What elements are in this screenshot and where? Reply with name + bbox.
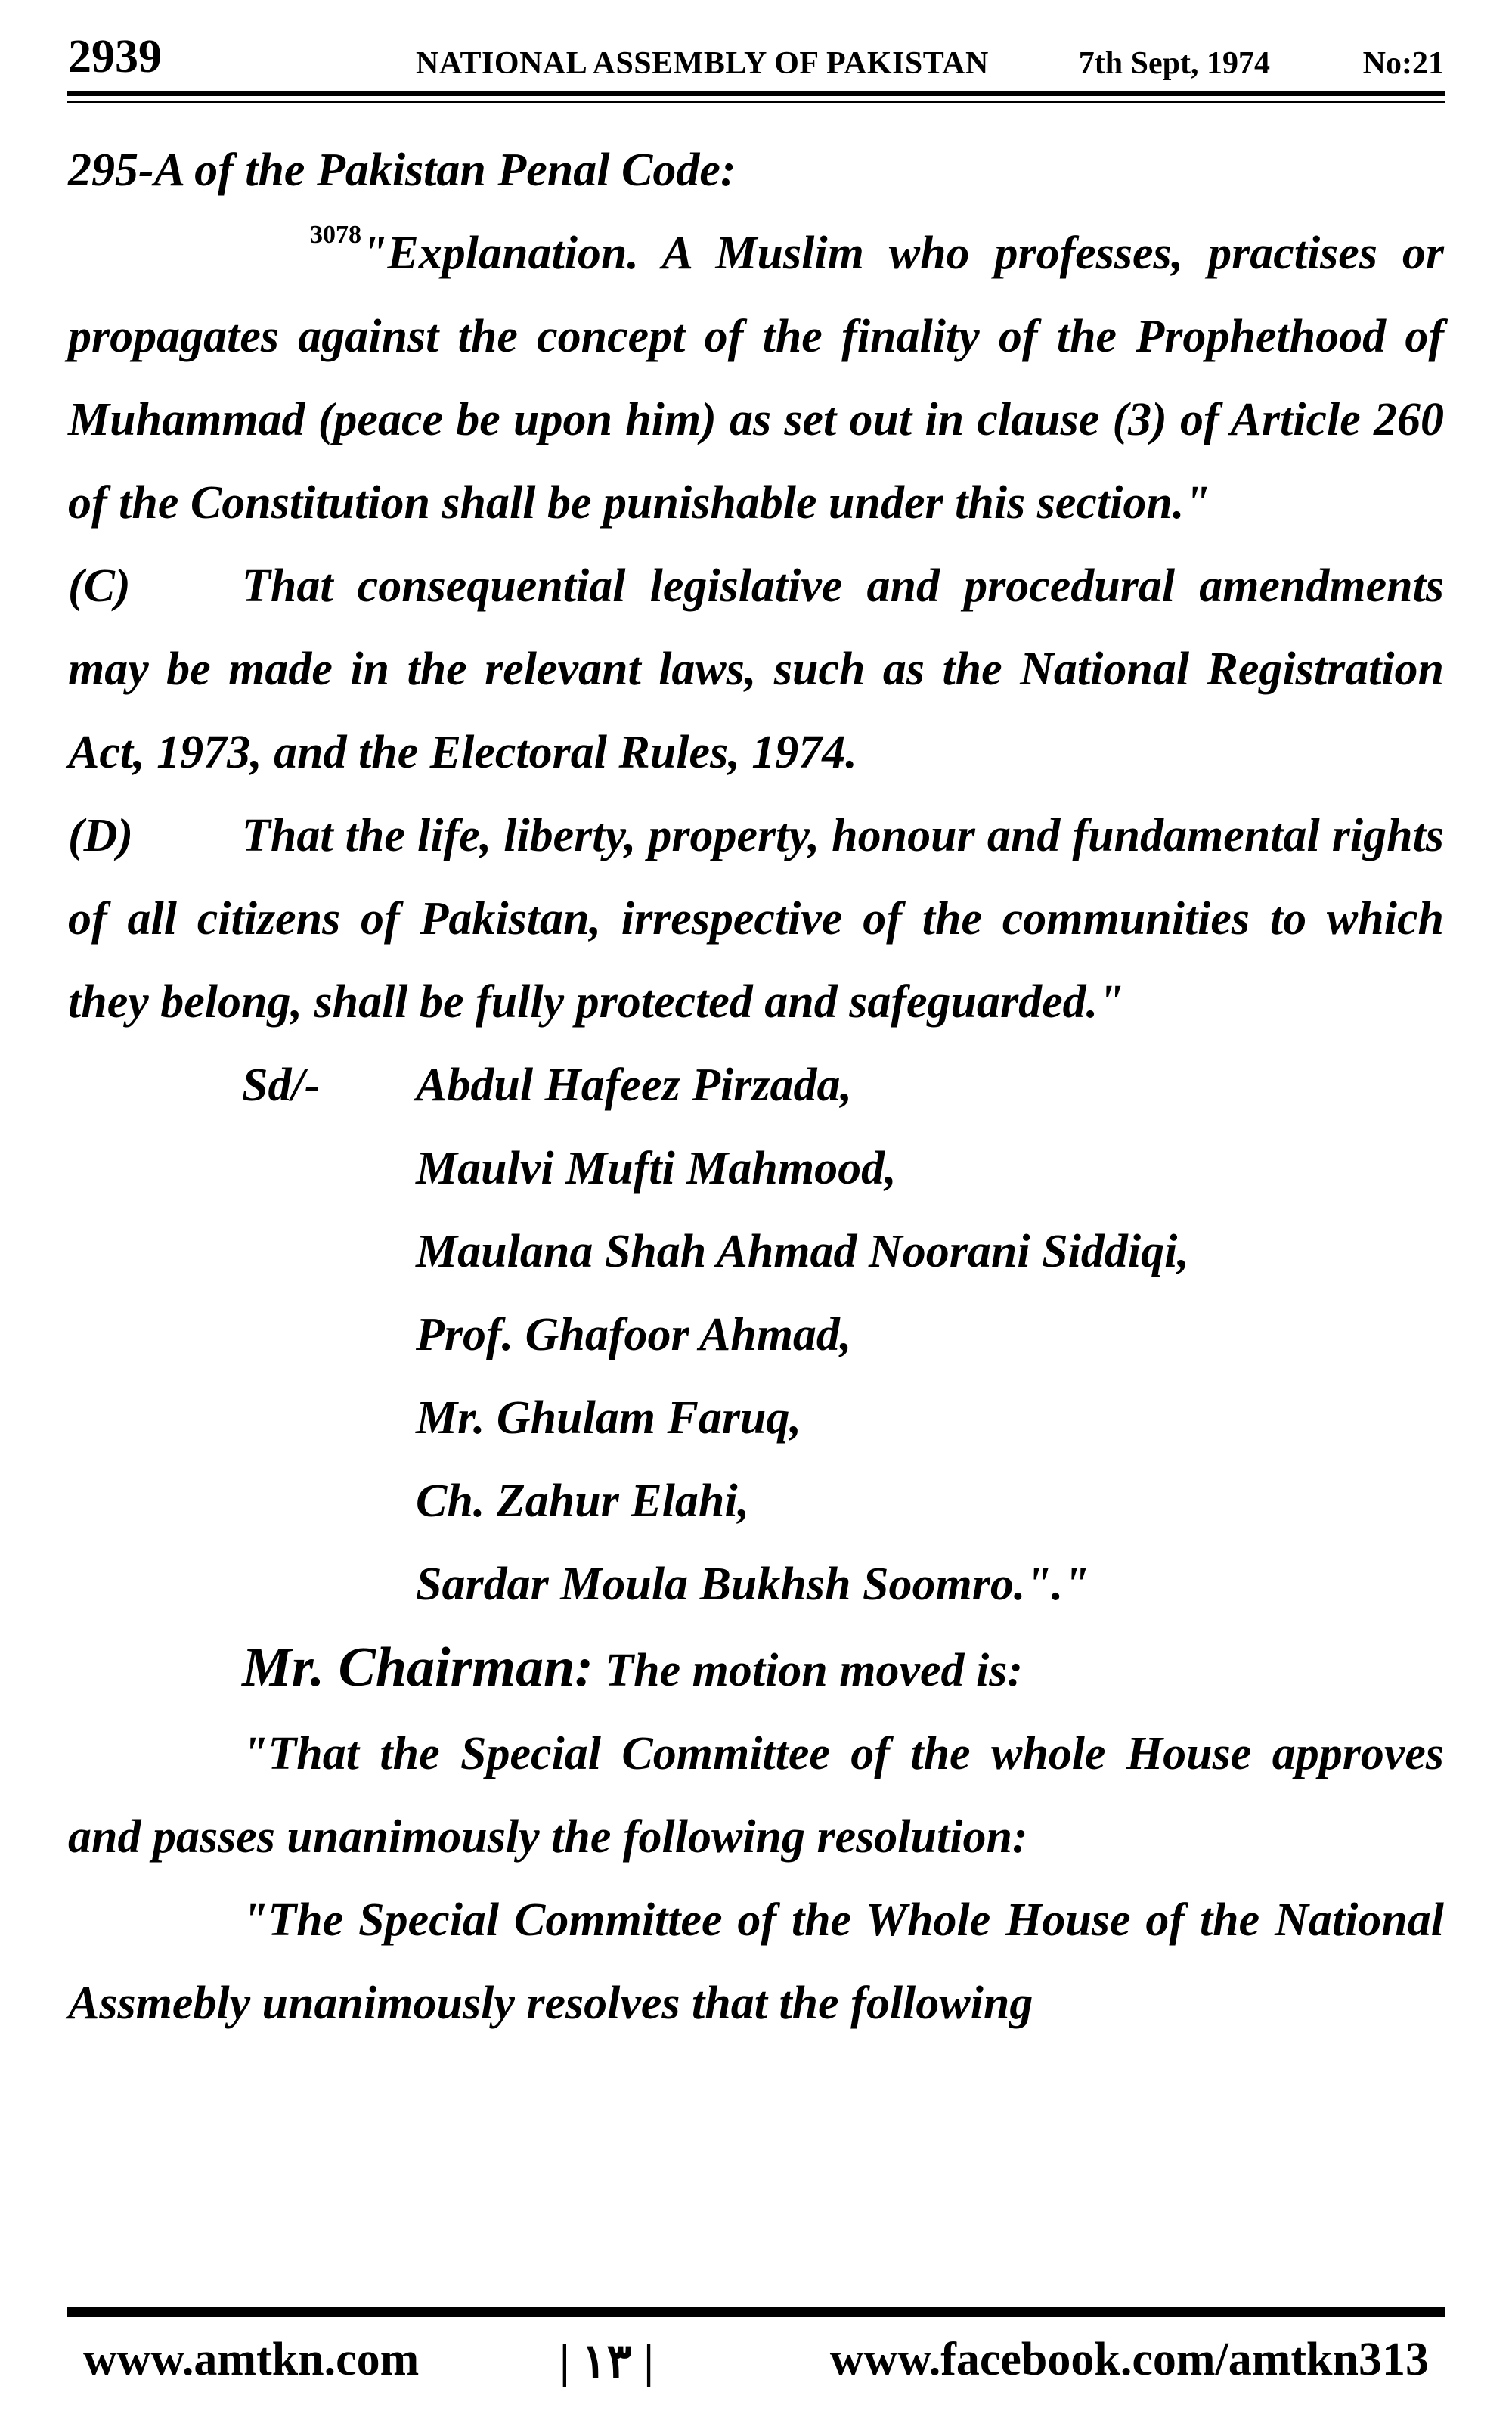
page-footer: [68, 2333, 1444, 2401]
footer-page-label: | ۱۳ |: [559, 2336, 654, 2387]
signatory-name: Abdul Hafeez Pirzada,: [416, 1060, 852, 1111]
signatory-name: Maulana Shah Ahmad Noorani Siddiqi,: [416, 1226, 1189, 1277]
signatory-name: Prof. Ghafoor Ahmad,: [416, 1309, 852, 1360]
speaker-name: Mr. Chairman:: [242, 1637, 593, 1699]
footer-rule: [67, 2307, 1445, 2317]
header-rule-thin: [67, 101, 1445, 103]
signatory-name: Sardar Moula Bukhsh Soomro.".": [416, 1559, 1089, 1610]
clause-d-label: (D): [68, 810, 134, 861]
clause-c-text: That consequential legislative and procedural amendments may be made in the relevant laws, such as the National Registration Act, 1973, and the Electoral Rules, 1974.: [68, 560, 1444, 778]
footer-facebook-link[interactable]: www.facebook.com/amtkn313: [829, 2334, 1429, 2385]
clause-d-text: That the life, liberty, property, honour and fundamental rights of all citizens of Pakistan, irrespective of the communities to which they belong, shall be fully protected and safeguarded.": [68, 810, 1444, 1028]
footer-website-link[interactable]: www.amtkn.com: [83, 2334, 420, 2385]
page-header: [68, 23, 1444, 91]
signatory-name: Mr. Ghulam Faruq,: [416, 1392, 801, 1444]
explanation-paragraph: [68, 212, 1444, 544]
footnote-reference: 3078: [310, 221, 361, 249]
explanation-text: "Explanation. A Muslim who professes, practises or propagates against the concept of the finality of the Prophethood of Muhammad (peace be upon him) as set out in clause (3) of Article 260 of the Constitution shall be punishable under this section.": [68, 228, 1444, 529]
signature-prefix: Sd/-: [242, 1060, 321, 1111]
resolution-paragraph: "The Special Committee of the Whole House of the National Assmebly unanimously resolves that the following: [68, 1894, 1444, 2029]
speaker-text: The motion moved is:: [605, 1645, 1024, 1696]
signature-block: [68, 1044, 1444, 1626]
page-number: 2939: [68, 31, 162, 82]
signatory-list: [416, 1044, 1189, 1626]
header-rule-thick: [67, 91, 1445, 96]
clause-c-label: (C): [68, 560, 131, 612]
header-issue-number: No:21: [1362, 46, 1444, 81]
signatory-name: Ch. Zahur Elahi,: [416, 1475, 750, 1527]
signatory-name: Maulvi Mufti Mahmood,: [416, 1143, 897, 1194]
header-title: NATIONAL ASSEMBLY OF PAKISTAN: [416, 46, 989, 81]
header-date: 7th Sept, 1974: [1078, 46, 1270, 81]
chairman-statement: [68, 1626, 1444, 1712]
clause-c: [68, 544, 1444, 794]
section-heading: 295-A of the Pakistan Penal Code:: [68, 144, 736, 196]
clause-d: [68, 794, 1444, 1044]
motion-paragraph: "That the Special Committee of the whole House approves and passes unanimously the following resolution:: [68, 1728, 1444, 1863]
document-body: [68, 129, 1444, 2045]
